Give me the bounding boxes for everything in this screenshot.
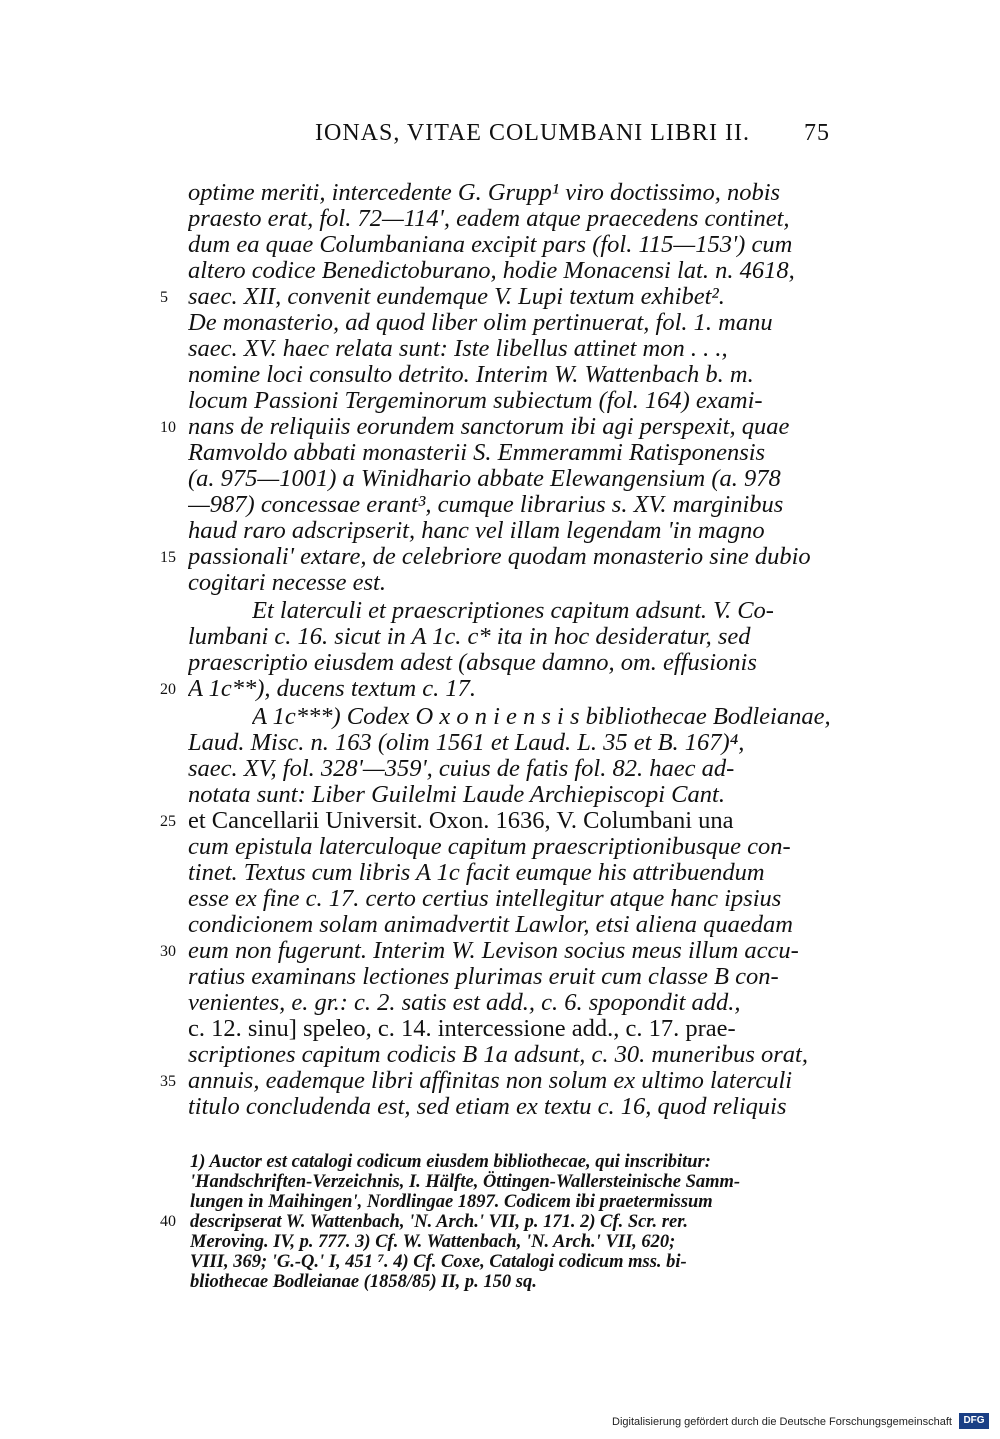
footnote-line: lungen in Maihingen', Nordlingae 1897. Codicem ibi praetermissum (190, 1192, 713, 1212)
text-line: et Cancellarii Universit. Oxon. 1636, V. Columbani una (188, 807, 734, 834)
text-line: ratius examinans lectiones plurimas eruit cum classe B con- (188, 963, 779, 990)
text-line: haud raro adscripserit, hanc vel illam legendam 'in magno (188, 517, 765, 544)
text-line: annuis, eademque libri affinitas non solum ex ultimo laterculi (188, 1067, 793, 1094)
line-number: 25 (160, 813, 176, 830)
text-line: saec. XV, fol. 328'—359', cuius de fatis fol. 82. haec ad- (188, 755, 735, 782)
text-line: locum Passioni Tergeminorum subiectum (fol. 164) exami- (188, 387, 763, 414)
footnote-line: VIII, 369; 'G.-Q.' I, 451 ⁷. 4) Cf. Coxe, Catalogi codicum mss. bi- (190, 1252, 687, 1272)
text-line: esse ex fine c. 17. certo certius intellegitur atque hanc ipsius (188, 885, 782, 912)
text-line: Ramvoldo abbati monasterii S. Emmerammi Ratisponensis (188, 439, 766, 466)
text-line: notata sunt: Liber Guilelmi Laude Archiepiscopi Cant. (188, 781, 725, 808)
text-line: condicionem solam animadvertit Lawlor, etsi aliena quaedam (188, 911, 793, 938)
line-number: 20 (160, 681, 176, 698)
running-title: IONAS, VITAE COLUMBANI LIBRI II. (315, 120, 750, 146)
text-line: —987) concessae erant³, cumque librarius s. XV. marginibus (188, 491, 784, 518)
footnote-line: 'Handschriften-Verzeichnis, I. Hälfte, Öttingen-Wallersteinische Samm- (190, 1172, 741, 1192)
footnote-line: bliothecae Bodleianae (1858/85) II, p. 150 sq. (190, 1272, 537, 1292)
text-line: praesto erat, fol. 72—114', eadem atque praecedens continet, (188, 205, 790, 232)
digitization-credit: Digitalisierung gefördert durch die Deutsche Forschungsgemeinschaft (612, 1416, 952, 1428)
line-number: 15 (160, 549, 176, 566)
dfg-logo-icon: DFG (959, 1413, 989, 1429)
text-line: tinet. Textus cum libris A 1c facit eumque his attribuendum (188, 859, 765, 886)
text-line: Et laterculi et praescriptiones capitum adsunt. V. Co- (252, 597, 774, 624)
line-number: 35 (160, 1073, 176, 1090)
text-line: A 1c***) Codex O x o n i e n s i s bibliothecae Bodleianae, (252, 703, 831, 730)
text-line: praescriptio eiusdem adest (absque damno, om. effusionis (188, 649, 757, 676)
text-line: cum epistula laterculoque capitum praescriptionibusque con- (188, 833, 791, 860)
footnote-line: descripserat W. Wattenbach, 'N. Arch.' VII, p. 171. 2) Cf. Scr. rer. (190, 1212, 689, 1232)
text-line: scriptiones capitum codicis B 1a adsunt, c. 30. muneribus orat, (188, 1041, 808, 1068)
text-line: saec. XV. haec relata sunt: Iste libellus attinet mon . . ., (188, 335, 728, 362)
text-line: saec. XII, convenit eundemque V. Lupi textum exhibet². (188, 283, 725, 310)
text-line: cogitari necesse est. (188, 569, 386, 596)
text-line: dum ea quae Columbaniana excipit pars (fol. 115—153') cum (188, 231, 793, 258)
text-line: (a. 975—1001) a Winidhario abbate Elewangensium (a. 978 (188, 465, 781, 492)
line-number: 10 (160, 419, 176, 436)
text-line: nomine loci consulto detrito. Interim W. Wattenbach b. m. (188, 361, 754, 388)
text-line: passionali' extare, de celebriore quodam monasterio sine dubio (188, 543, 811, 570)
text-line: altero codice Benedictoburano, hodie Monacensi lat. n. 4618, (188, 257, 795, 284)
page-number: 75 (804, 120, 830, 146)
text-line: A 1c**), ducens textum c. 17. (188, 675, 477, 702)
text-line: lumbani c. 16. sicut in A 1c. c* ita in hoc desideratur, sed (188, 623, 751, 650)
line-number: 30 (160, 943, 176, 960)
text-line: titulo concludenda est, sed etiam ex textu c. 16, quod reliquis (188, 1093, 787, 1120)
text-line: eum non fugerunt. Interim W. Levison socius meus illum accu- (188, 937, 799, 964)
footnote-line: 1) Auctor est catalogi codicum eiusdem bibliothecae, qui inscribitur: (190, 1152, 711, 1172)
running-header (190, 120, 840, 160)
text-line: De monasterio, ad quod liber olim pertinuerat, fol. 1. manu (188, 309, 773, 336)
line-number: 40 (160, 1213, 176, 1230)
line-number: 5 (160, 289, 168, 306)
text-line: optime meriti, intercedente G. Grupp¹ viro doctissimo, nobis (188, 179, 781, 206)
footnote-line: Meroving. IV, p. 777. 3) Cf. W. Wattenbach, 'N. Arch.' VII, 620; (190, 1232, 676, 1252)
text-line: c. 12. sinu] speleo, c. 14. intercessione add., c. 17. prae- (188, 1015, 736, 1042)
text-line: venientes, e. gr.: c. 2. satis est add., c. 6. spopondit add., (188, 989, 741, 1016)
text-line: nans de reliquiis eorundem sanctorum ibi agi perspexit, quae (188, 413, 790, 440)
text-line: Laud. Misc. n. 163 (olim 1561 et Laud. L. 35 et B. 167)⁴, (188, 729, 745, 756)
